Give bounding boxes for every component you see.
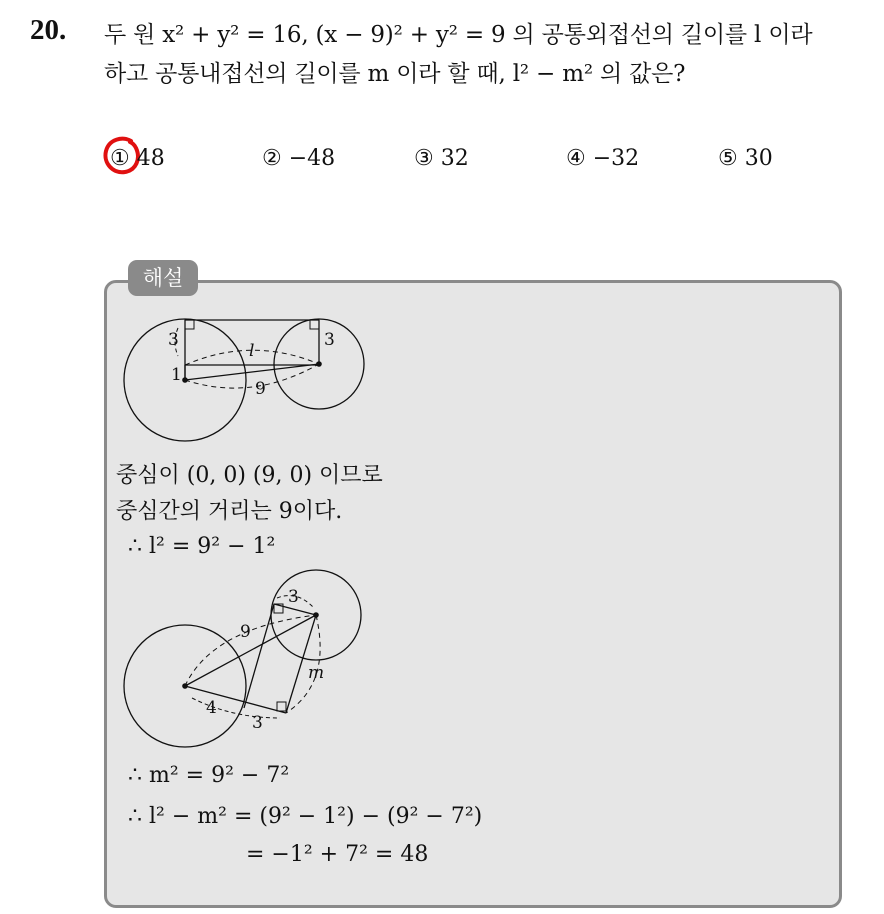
solution-line-5: ∴ l² − m² = (9² − 1²) − (9² − 7²): [128, 804, 483, 829]
solution-line-6: = −1² + 7² = 48: [246, 842, 429, 867]
fig2-left-radius-label: 4: [206, 698, 217, 718]
fig1-right-radius-label: 3: [324, 330, 335, 350]
choice-4[interactable]: ④ −32: [566, 146, 640, 171]
question-text-line-2: 하고 공통내접선의 길이를 m 이라 할 때, l² − m² 의 값은?: [104, 61, 686, 87]
fig1-difference-label: 1: [171, 365, 182, 385]
question-text-line-1: 두 원 x² + y² = 16, (x − 9)² + y² = 9 의 공통외접선의 길이를 l 이라: [104, 22, 813, 48]
question-number: 20.: [30, 14, 67, 46]
fig2-tangent-label: m: [308, 663, 325, 683]
fig1-distance-label: 9: [255, 379, 266, 399]
solution-line-1: 중심이 (0, 0) (9, 0) 이므로: [116, 463, 383, 488]
choice-3[interactable]: ③ 32: [414, 146, 469, 171]
choice-2[interactable]: ② −48: [262, 146, 336, 171]
solution-tag: 해설: [128, 260, 198, 296]
solution-line-3: ∴ l² = 9² − 1²: [128, 534, 276, 559]
fig2-top-label: 3: [288, 587, 299, 607]
fig2-bottom-label: 3: [252, 713, 263, 733]
internal-tangent-diagram: [122, 568, 372, 753]
solution-line-4: ∴ m² = 9² − 7²: [128, 763, 290, 788]
choice-1[interactable]: ① 48: [110, 146, 165, 171]
fig1-tangent-label: l: [249, 341, 255, 361]
fig1-left-radius-label: 3: [168, 330, 179, 350]
fig2-distance-label: 9: [240, 622, 251, 642]
choice-5[interactable]: ⑤ 30: [718, 146, 773, 171]
solution-line-2: 중심간의 거리는 9이다.: [116, 499, 343, 524]
external-tangent-diagram: [122, 314, 372, 444]
